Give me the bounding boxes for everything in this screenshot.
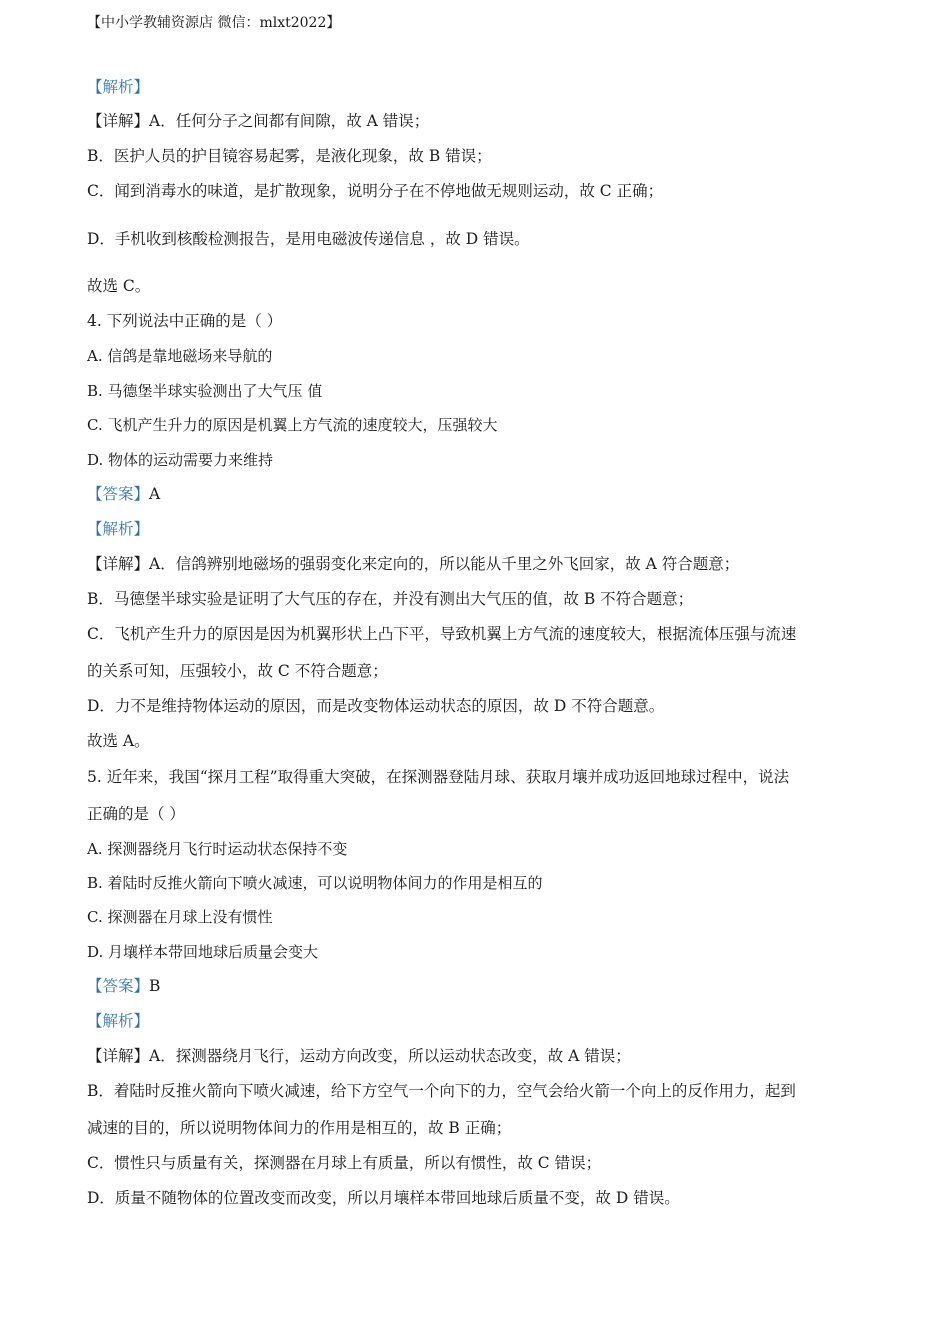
q4-option-b: B. 马德堡半球实验测出了大气压 值 xyxy=(87,382,323,400)
q4-xiangjie-tag: 【详解】 xyxy=(87,555,150,573)
q5-option-d: D. 月壤样本带回地球后质量会变大 xyxy=(87,943,319,961)
q3-jiexi-tag: 【解析】 xyxy=(87,78,150,96)
q3-xiangjie-tag: 【详解】 xyxy=(87,112,150,130)
q3-detail-line-c: C．闻到消毒水的味道，是扩散现象，说明分子在不停地做无规则运动，故 C 正确； xyxy=(87,182,664,200)
q4-detail-line-a xyxy=(87,553,739,575)
q5-answer-tag: 【答案】 xyxy=(87,977,150,995)
q4-answer-value: A xyxy=(149,485,161,503)
q5-detail-line-d: D．质量不随物体的位置改变而改变，所以月壤样本带回地球后质量不变，故 D 错误。 xyxy=(87,1189,680,1207)
q5-detail-line-a xyxy=(87,1045,631,1067)
q4-detail-line-b: B．马德堡半球实验是证明了大气压的存在，并没有测出大气压的值，故 B 不符合题意； xyxy=(87,590,694,608)
q5-stem-line2: 正确的是（ ） xyxy=(87,805,185,823)
q5-answer-value: B xyxy=(149,977,161,995)
q3-detail-line-d: D．手机收到核酸检测报告，是用电磁波传递信息 ，故 D 错误。 xyxy=(87,230,530,248)
q4-option-d: D. 物体的运动需要力来维持 xyxy=(87,451,274,469)
q5-detail-line-b1: B．着陆时反推火箭向下喷火减速，给下方空气一个向下的力，空气会给火箭一个向上的反作用力，起到 xyxy=(87,1082,796,1100)
q4-detail-line-c2: 的关系可知，压强较小，故 C 不符合题意； xyxy=(87,662,388,680)
q4-answer-tag: 【答案】 xyxy=(87,485,150,503)
q4-option-c: C. 飞机产生升力的原因是机翼上方气流的速度较大，压强较大 xyxy=(87,416,498,434)
q5-detail-a-text: A．探测器绕月飞行，运动方向改变，所以运动状态改变，故 A 错误； xyxy=(149,1047,631,1065)
q3-detail-line-a xyxy=(87,110,429,132)
q3-detail-line-b: B．医护人员的护目镜容易起雾，是液化现象，故 B 错误； xyxy=(87,147,492,165)
q4-detail-line-c1: C．飞机产生升力的原因是因为机翼形状上凸下平，导致机翼上方气流的速度较大，根据流体压强与流速 xyxy=(87,625,797,643)
q3-detail-a-text: A．任何分子之间都有间隙，故 A 错误； xyxy=(149,112,430,130)
q5-detail-line-b2: 减速的目的，所以说明物体间力的作用是相互的，故 B 正确； xyxy=(87,1119,512,1137)
page-header: 【中小学教辅资源店 微信：mlxt2022】 xyxy=(87,15,341,31)
q4-detail-line-d: D．力不是维持物体运动的原因，而是改变物体运动状态的原因，故 D 不符合题意。 xyxy=(87,697,665,715)
q4-conclusion: 故选 A。 xyxy=(87,732,150,750)
q5-option-a: A. 探测器绕月飞行时运动状态保持不变 xyxy=(87,840,348,858)
q5-answer xyxy=(87,975,160,997)
q4-option-a: A. 信鸽是靠地磁场来导航的 xyxy=(87,347,273,365)
q5-stem-line1: 5. 近年来，我国“探月工程”取得重大突破，在探测器登陆月球、获取月壤并成功返回地球过程中，说法 xyxy=(87,768,790,786)
q5-xiangjie-tag: 【详解】 xyxy=(87,1047,150,1065)
q3-conclusion: 故选 C。 xyxy=(87,277,151,295)
q5-jiexi-tag: 【解析】 xyxy=(87,1012,150,1030)
q4-answer xyxy=(87,483,160,505)
q4-detail-a-text: A．信鸽辨别地磁场的强弱变化来定向的，所以能从千里之外飞回家，故 A 符合题意； xyxy=(149,555,740,573)
q5-option-b: B. 着陆时反推火箭向下喷火减速，可以说明物体间力的作用是相互的 xyxy=(87,874,543,892)
q4-jiexi-tag: 【解析】 xyxy=(87,520,150,538)
q5-option-c: C. 探测器在月球上没有惯性 xyxy=(87,908,273,926)
q5-detail-line-c: C．惯性只与质量有关，探测器在月球上有质量，所以有惯性，故 C 错误； xyxy=(87,1154,602,1172)
q4-stem: 4. 下列说法中正确的是（ ） xyxy=(87,312,283,330)
